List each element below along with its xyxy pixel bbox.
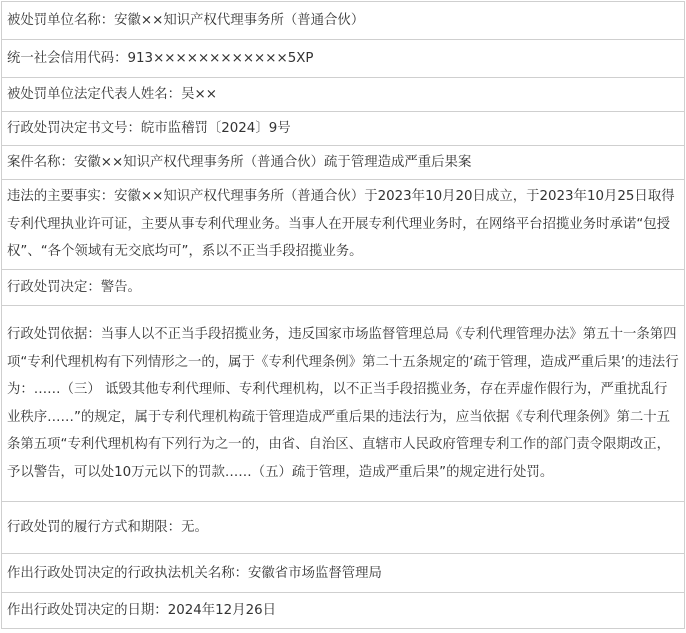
row-decision-date	[2, 593, 685, 629]
decision-value: 警告。	[100, 280, 141, 295]
decision-no-label: 行政处罚决定书文号：	[7, 121, 141, 136]
legal-rep-value: 吴××	[181, 87, 217, 102]
legal-rep-label: 被处罚单位法定代表人姓名：	[7, 87, 182, 102]
row-authority	[2, 554, 685, 593]
row-legal-representative	[2, 78, 685, 112]
row-entity-name	[2, 2, 685, 40]
credit-code-label: 统一社会信用代码：	[7, 51, 128, 66]
performance-value: 无。	[181, 520, 208, 535]
basis-value: 当事人以不正当手段招揽业务，违反国家市场监督管理总局《专利代理管理办法》第五十一条第四项“专利代理机构有下列情形之一的，属于《专利代理条例》第二十五条规定的‘疏于管理，造成严重后果’的违法行为：……（三） 诋毁其他专利代理师、专利代理机构，以不正当手段招揽业务，存在弄虚作假行为，严重扰乱行业秩序……”的规定，属于专利代理机构疏于管理造成严重后果的违法行为，应当依据《专利代理条例》第二十五条第五项“专利代理机构有下列行为之一的，由省、自治区、直辖市人民政府管理专利工作的部门责令限期改正，予以警告，可以处10万元以下的罚款……（五）疏于管理，造成严重后果”的规定进行处罚。	[7, 327, 679, 480]
case-name-label: 案件名称：	[7, 155, 74, 170]
decision-no-value: 皖市监稽罚〔2024〕9号	[140, 121, 291, 136]
row-performance	[2, 502, 685, 554]
date-value: 2024年12月26日	[167, 603, 277, 618]
decision-label: 行政处罚决定：	[7, 280, 101, 295]
row-decision-number	[2, 112, 685, 146]
case-name-value: 安徽××知识产权代理事务所（普通合伙）疏于管理造成严重后果案	[73, 155, 472, 170]
penalty-record-table	[1, 1, 685, 629]
basis-cell	[2, 306, 685, 502]
performance-label: 行政处罚的履行方式和期限：	[7, 520, 182, 535]
basis-label: 行政处罚依据：	[7, 327, 101, 342]
penalty-disclosure-sheet	[1, 1, 685, 629]
case-name-cell	[2, 146, 685, 180]
decision-no-cell	[2, 112, 685, 146]
row-case-name	[2, 146, 685, 180]
entity-name-value: 安徽××知识产权代理事务所（普通合伙）	[114, 13, 365, 28]
decision-cell	[2, 270, 685, 306]
date-cell	[2, 593, 685, 629]
entity-name-cell	[2, 2, 685, 40]
credit-code-cell	[2, 40, 685, 78]
legal-rep-cell	[2, 78, 685, 112]
date-label: 作出行政处罚决定的日期：	[7, 603, 168, 618]
row-illegal-facts	[2, 180, 685, 270]
row-penalty-basis	[2, 306, 685, 502]
row-penalty-decision	[2, 270, 685, 306]
authority-cell	[2, 554, 685, 593]
facts-cell	[2, 180, 685, 270]
entity-name-label: 被处罚单位名称：	[7, 13, 115, 28]
authority-value: 安徽省市场监督管理局	[248, 565, 382, 581]
credit-code-value: 913××××××××××××5XP	[127, 51, 314, 66]
facts-label: 违法的主要事实：	[7, 189, 115, 205]
authority-label: 作出行政处罚决定的行政执法机关名称：	[7, 565, 249, 581]
facts-value: 安徽××知识产权代理事务所（普通合伙）于2023年10月20日成立，于2023年10月25日取得专利代理执业许可证，主要从事专利代理业务。当事人在开展专利代理业务时，在网络平台招揽业务时承诺“包授权”、“各个领域有无交底均可”，系以不正当手段招揽业务。	[7, 189, 675, 260]
row-credit-code	[2, 40, 685, 78]
performance-cell	[2, 502, 685, 554]
